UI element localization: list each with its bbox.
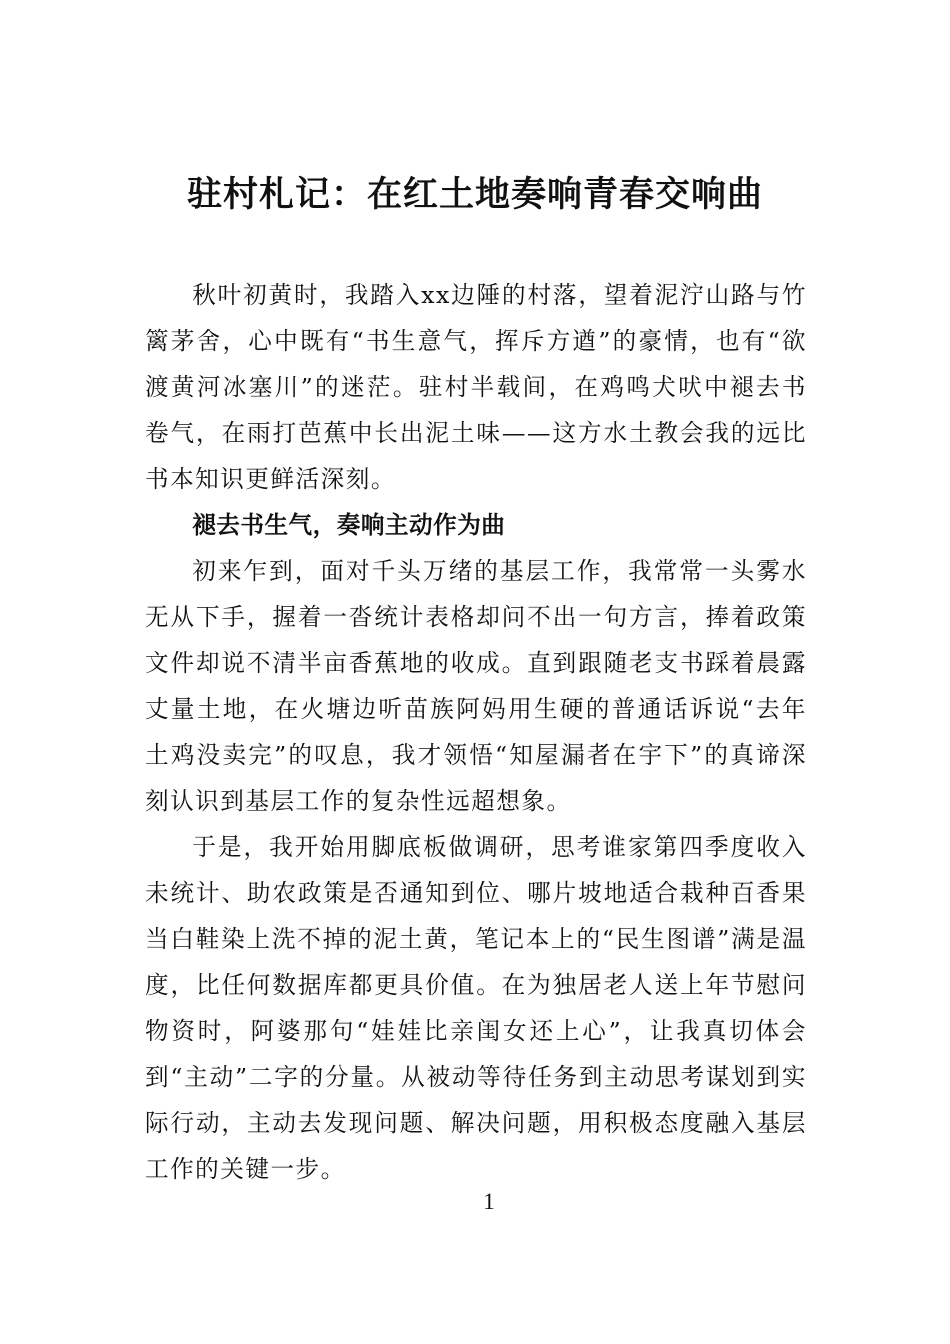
document-title: 驻村札记：在红土地奏响青春交响曲	[186, 175, 763, 215]
paragraph-intro: 秋叶初黄时，我踏入xx边陲的村落，望着泥泞山路与竹篱茅舍，心中既有“书生意气，挥斥方遒”的豪情，也有“欲渡黄河冰塞川”的迷茫。驻村半载间，在鸡鸣犬吠中褪去书卷气，在雨打芭蕉中长出泥土味——这方水土教会我的远比书本知识更鲜活深刻。	[145, 281, 807, 493]
page-number: 1	[483, 1189, 495, 1214]
paragraph-arrival: 初来乍到，面对千头万绪的基层工作，我常常一头雾水无从下手，握着一沓统计表格却问不出一句方言，捧着政策文件却说不清半亩香蕉地的收成。直到跟随老支书踩着晨露丈量土地，在火塘边听苗族阿妈用生硬的普通话诉说“去年土鸡没卖完”的叹息，我才领悟“知屋漏者在宇下”的真谛深刻认识到基层工作的复杂性远超想象。	[145, 557, 807, 815]
document-body	[145, 272, 807, 1192]
paragraph-research: 于是，我开始用脚底板做调研，思考谁家第四季度收入未统计、助农政策是否通知到位、哪片坡地适合栽种百香果当白鞋染上洗不掉的泥土黄，笔记本上的“民生图谱”满是温度，比任何数据库都更具价值。在为独居老人送上年节慰问物资时，阿婆那句“娃娃比亲闺女还上心”，让我真切体会到“主动”二字的分量。从被动等待任务到主动思考谋划到实际行动，主动去发现问题、解决问题，用积极态度融入基层工作的关键一步。	[145, 833, 807, 1183]
section-heading: 褪去书生气，奏响主动作为曲	[192, 511, 506, 539]
